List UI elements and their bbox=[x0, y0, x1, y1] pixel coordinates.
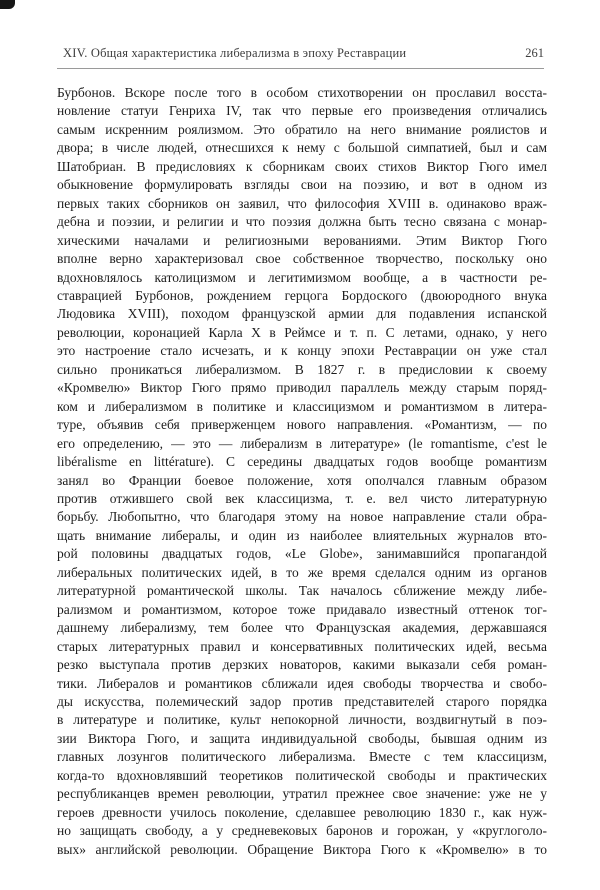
body-text bbox=[57, 84, 547, 859]
chapter-header-title: XIV. Общая характеристика либерализма в эпоху Реставрации bbox=[63, 46, 407, 60]
text-line: Шатобриан. В предисловиях к сборникам своих стихов Виктор Гюго имел bbox=[57, 158, 547, 174]
text-line: обыкновение формулировать взгляды свои на поэзию, и вот в одном из bbox=[57, 177, 547, 193]
text-line: щать внимание либералы, и один из наиболее влиятельных журналов вто- bbox=[57, 527, 547, 543]
text-line: тики. Либералов и романтиков сближали идея свободы творчества и свобо- bbox=[57, 675, 547, 691]
text-line: резко выступала против дерзких новаторов, какими выказали себя роман- bbox=[57, 657, 547, 673]
text-line: литературной романтической школы. Так началось сближение между либе- bbox=[57, 583, 547, 599]
text-line: «Кромвелю» Виктор Гюго прямо приводил параллель между старым поряд- bbox=[57, 380, 547, 396]
text-line: новление статуи Генриха IV, так что первые его произведения отличались bbox=[57, 103, 547, 119]
text-line: рализмом и романтизмом, которое тоже придавало известный оттенок тог- bbox=[57, 601, 547, 617]
text-line: главных лозунгов политического либерализма. Вместе с тем классицизм, bbox=[57, 749, 547, 765]
text-line: дебна и поэзии, и религии и что поэзия должна быть тесно связана с монар- bbox=[57, 214, 547, 230]
text-line: дашнему либерализму, тем более что Французская академия, державшаяся bbox=[57, 620, 547, 636]
text-line: вдохновлялось католицизмом и легитимизмом вообще, а в частности ре- bbox=[57, 269, 547, 285]
running-header bbox=[57, 46, 544, 69]
text-line: вых» английской революции. Обращение Виктора Гюго к «Кромвелю» в то bbox=[57, 841, 547, 857]
text-line: старых литературных правил и консервативных политических идей, весьма bbox=[57, 638, 547, 654]
text-line: ком и либерализмом в политике и классицизмом и романтизмом в литера- bbox=[57, 398, 547, 414]
text-line: рой половины двадцатых годов, «Le Globe», занимавшийся пропагандой bbox=[57, 546, 547, 562]
text-line: libéralisme en littérature). С середины двадцатых годов вообще романтизм bbox=[57, 454, 547, 470]
page-number: 261 bbox=[525, 46, 544, 60]
text-line: когда-то вдохновлявший теоретиков политической свободы и практических bbox=[57, 767, 547, 783]
text-line: туре, объявив себя приверженцем нового направления. «Романтизм, — по bbox=[57, 417, 547, 433]
text-line: борьбу. Любопытно, что благодаря этому на новое направление стали обра- bbox=[57, 509, 547, 525]
text-line: ды искусства, полемический задор против представителей старого порядка bbox=[57, 693, 547, 709]
text-line: ставрацией Бурбонов, рождением герцога Бордоского (двоюродного внука bbox=[57, 287, 547, 303]
text-line: героев древности училось поколение, сделавшее революцию 1830 г., как нуж- bbox=[57, 804, 547, 820]
text-line: первых таких сборников он заявил, что философия XVIII в. одинаково враж- bbox=[57, 195, 547, 211]
text-line: сильно проникаться либерализмом. В 1827 г. в предисловии к своему bbox=[57, 361, 547, 377]
text-line: либеральных политических идей, в то же время сделался одним из органов bbox=[57, 564, 547, 580]
text-line: самым искренним роялизмом. Это обратило на него внимание роялистов и bbox=[57, 121, 547, 137]
text-line: Людовика XVIII), походом французской армии для подавления испанской bbox=[57, 306, 547, 322]
text-line: его определению, — это — либерализм в литературе» (le romantisme, c'est le bbox=[57, 435, 547, 451]
text-line: это настроение стало исчезать, и к концу эпохи Реставрации он уже стал bbox=[57, 343, 547, 359]
text-line: занял во Франции боевое положение, хотя ополчался главным образом bbox=[57, 472, 547, 488]
text-line: хическими началами и религиозными верованиями. Этим Виктор Гюго bbox=[57, 232, 547, 248]
text-line: Бурбонов. Вскоре после того в особом стихотворении он прославил восста- bbox=[57, 85, 547, 100]
text-line: против отжившего свой век классицизма, т. е. вел чисто литературную bbox=[57, 490, 547, 506]
scan-artifact bbox=[0, 0, 15, 9]
text-line: двора; в числе людей, отнесшихся к нему с большой симпатией, был и сам bbox=[57, 140, 547, 156]
text-line: республиканцев времен революции, утратил прежнее свое значение: уже не у bbox=[57, 786, 547, 802]
text-line: в литературе и политике, культ непокорной личности, воздвигнутый в поэ- bbox=[57, 712, 547, 728]
text-line: революции, коронацией Карла X в Реймсе и т. п. С летами, однако, у него bbox=[57, 324, 547, 340]
text-line: но защищать свободу, а у средневековых баронов и горожан, у «круглоголо- bbox=[57, 823, 547, 839]
text-line: зии Виктора Гюго, и защита индивидуальной свободы, бывшая одним из bbox=[57, 730, 547, 746]
text-line: вполне верно характеризовал свое собственное творчество, поскольку оно bbox=[57, 251, 547, 267]
